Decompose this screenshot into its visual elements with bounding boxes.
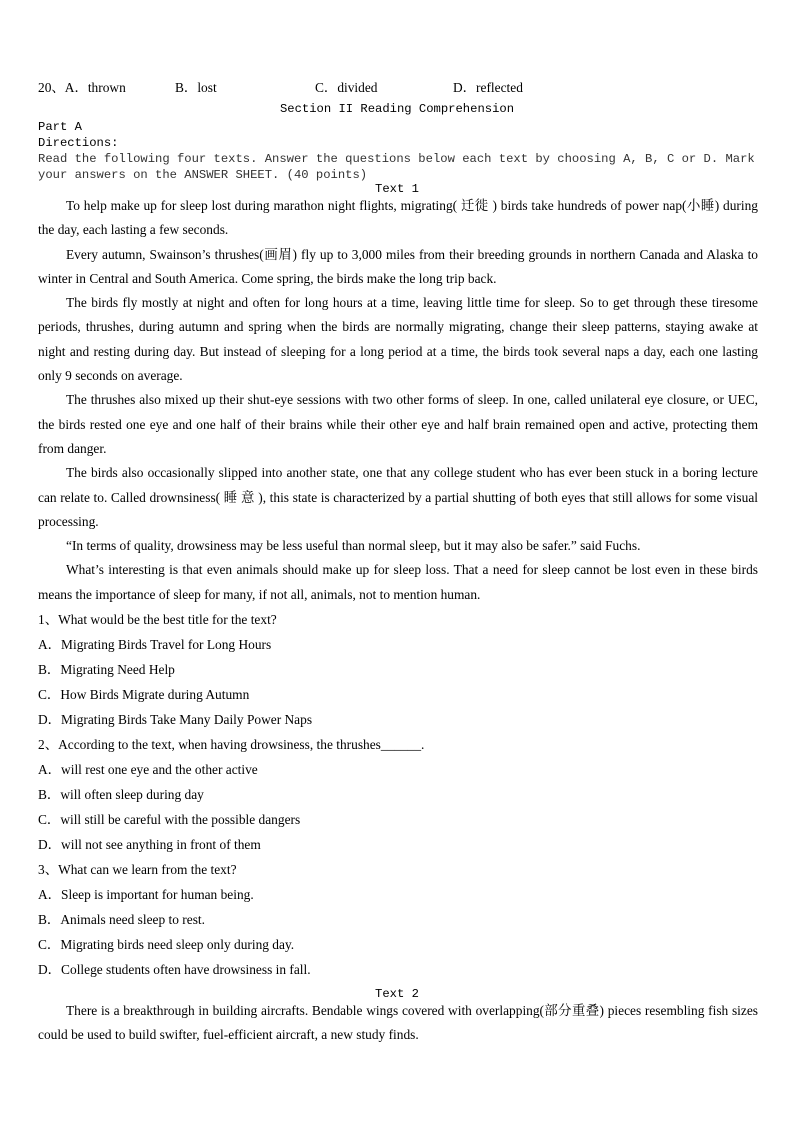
question-1-stem: 1、What would be the best title for the text?	[38, 612, 277, 627]
text1-paragraph-3: The birds fly mostly at night and often for long hours at a time, leaving little time for sleep. So to get through these tiresome periods, thrushes, during autumn and spring when the birds are normally migrating, change their sleep patterns, staying awake at night and resting during day. But instead of sleeping for a long period at a time, the birds took several naps a day, each one lasting only 9 seconds on average.	[38, 295, 758, 384]
q20-option-c: C．divided	[315, 80, 378, 95]
question-1-option-c: C．How Birds Migrate during Autumn	[38, 687, 250, 702]
directions-text-line-1: Read the following four texts. Answer the questions below each text by choosing A, B, C or D. Mark	[38, 152, 755, 166]
part-label: Part A	[38, 120, 82, 134]
text1-paragraph-4: The thrushes also mixed up their shut-eye sessions with two other forms of sleep. In one, called unilateral eye closure, or UEC, the birds rested one eye and one half of their brains while their other eye and half brain remained open and active, protecting them from danger.	[38, 392, 758, 456]
question-3-option-c: C．Migrating birds need sleep only during day.	[38, 937, 295, 952]
text2-paragraph-1: There is a breakthrough in building aircrafts. Bendable wings covered with overlapping(部分重叠) pieces resembling fish sizes could be used to build swifter, fuel-efficient aircraft, a new study finds.	[38, 1003, 758, 1043]
q20-option-a: 20、A．thrown	[38, 80, 126, 95]
text1-paragraph-5: The birds also occasionally slipped into another state, one that any college student who has ever been stuck in a boring lecture can relate to. Called drownsiness( 睡 意 ), this state is characterized by a partial shutting of both eyes that still allows for some visual processing.	[38, 465, 758, 529]
text1-body	[38, 194, 758, 607]
q20-option-d: D．reflected	[453, 80, 523, 95]
question-1-option-d: D．Migrating Birds Take Many Daily Power Naps	[38, 712, 313, 727]
question-2-option-d: D．will not see anything in front of them	[38, 837, 261, 852]
directions-text-line-2: your answers on the ANSWER SHEET. (40 points)	[38, 168, 368, 182]
question-3-option-a: A．Sleep is important for human being.	[38, 887, 254, 902]
question-2-option-c: C．will still be careful with the possible dangers	[38, 812, 301, 827]
question-3-option-b: B．Animals need sleep to rest.	[38, 912, 205, 927]
text1-paragraph-6: “In terms of quality, drowsiness may be less useful than normal sleep, but it may also be safer.” said Fuchs.	[66, 538, 641, 554]
question-3-stem: 3、What can we learn from the text?	[38, 862, 237, 877]
text1-paragraph-2: Every autumn, Swainson’s thrushes(画眉) fly up to 3,000 miles from their breeding grounds in northern Canada and Alaska to winter in Central and South America. Come spring, the birds make the long trip back.	[38, 246, 758, 286]
q20-option-b: B．lost	[175, 80, 217, 95]
question-2-stem: 2、According to the text, when having drowsiness, the thrushes______.	[38, 737, 425, 752]
question-2-option-b: B．will often sleep during day	[38, 787, 204, 802]
text1-heading: Text 1	[375, 182, 419, 196]
question-3-option-d: D．College students often have drowsiness in fall.	[38, 962, 311, 977]
directions-label: Directions:	[38, 136, 119, 150]
text2-heading: Text 2	[375, 987, 419, 1001]
text1-paragraph-7: What’s interesting is that even animals should make up for sleep loss. That a need for sleep cannot be lost even in these birds means the importance of sleep for many, if not all, animals, not to mention human.	[38, 562, 758, 602]
section-title: Section II Reading Comprehension	[279, 102, 515, 116]
text2-body	[38, 999, 758, 1048]
question-1-option-b: B．Migrating Need Help	[38, 662, 175, 677]
text1-questions	[38, 607, 758, 982]
question-2-option-a: A．will rest one eye and the other active	[38, 762, 258, 777]
question-1-option-a: A．Migrating Birds Travel for Long Hours	[38, 637, 272, 652]
text1-paragraph-1: To help make up for sleep lost during marathon night flights, migrating( 迁徙 ) birds take hundreds of power nap(小睡) during the day, each lasting a few seconds.	[38, 198, 758, 238]
directions-block	[38, 119, 758, 183]
